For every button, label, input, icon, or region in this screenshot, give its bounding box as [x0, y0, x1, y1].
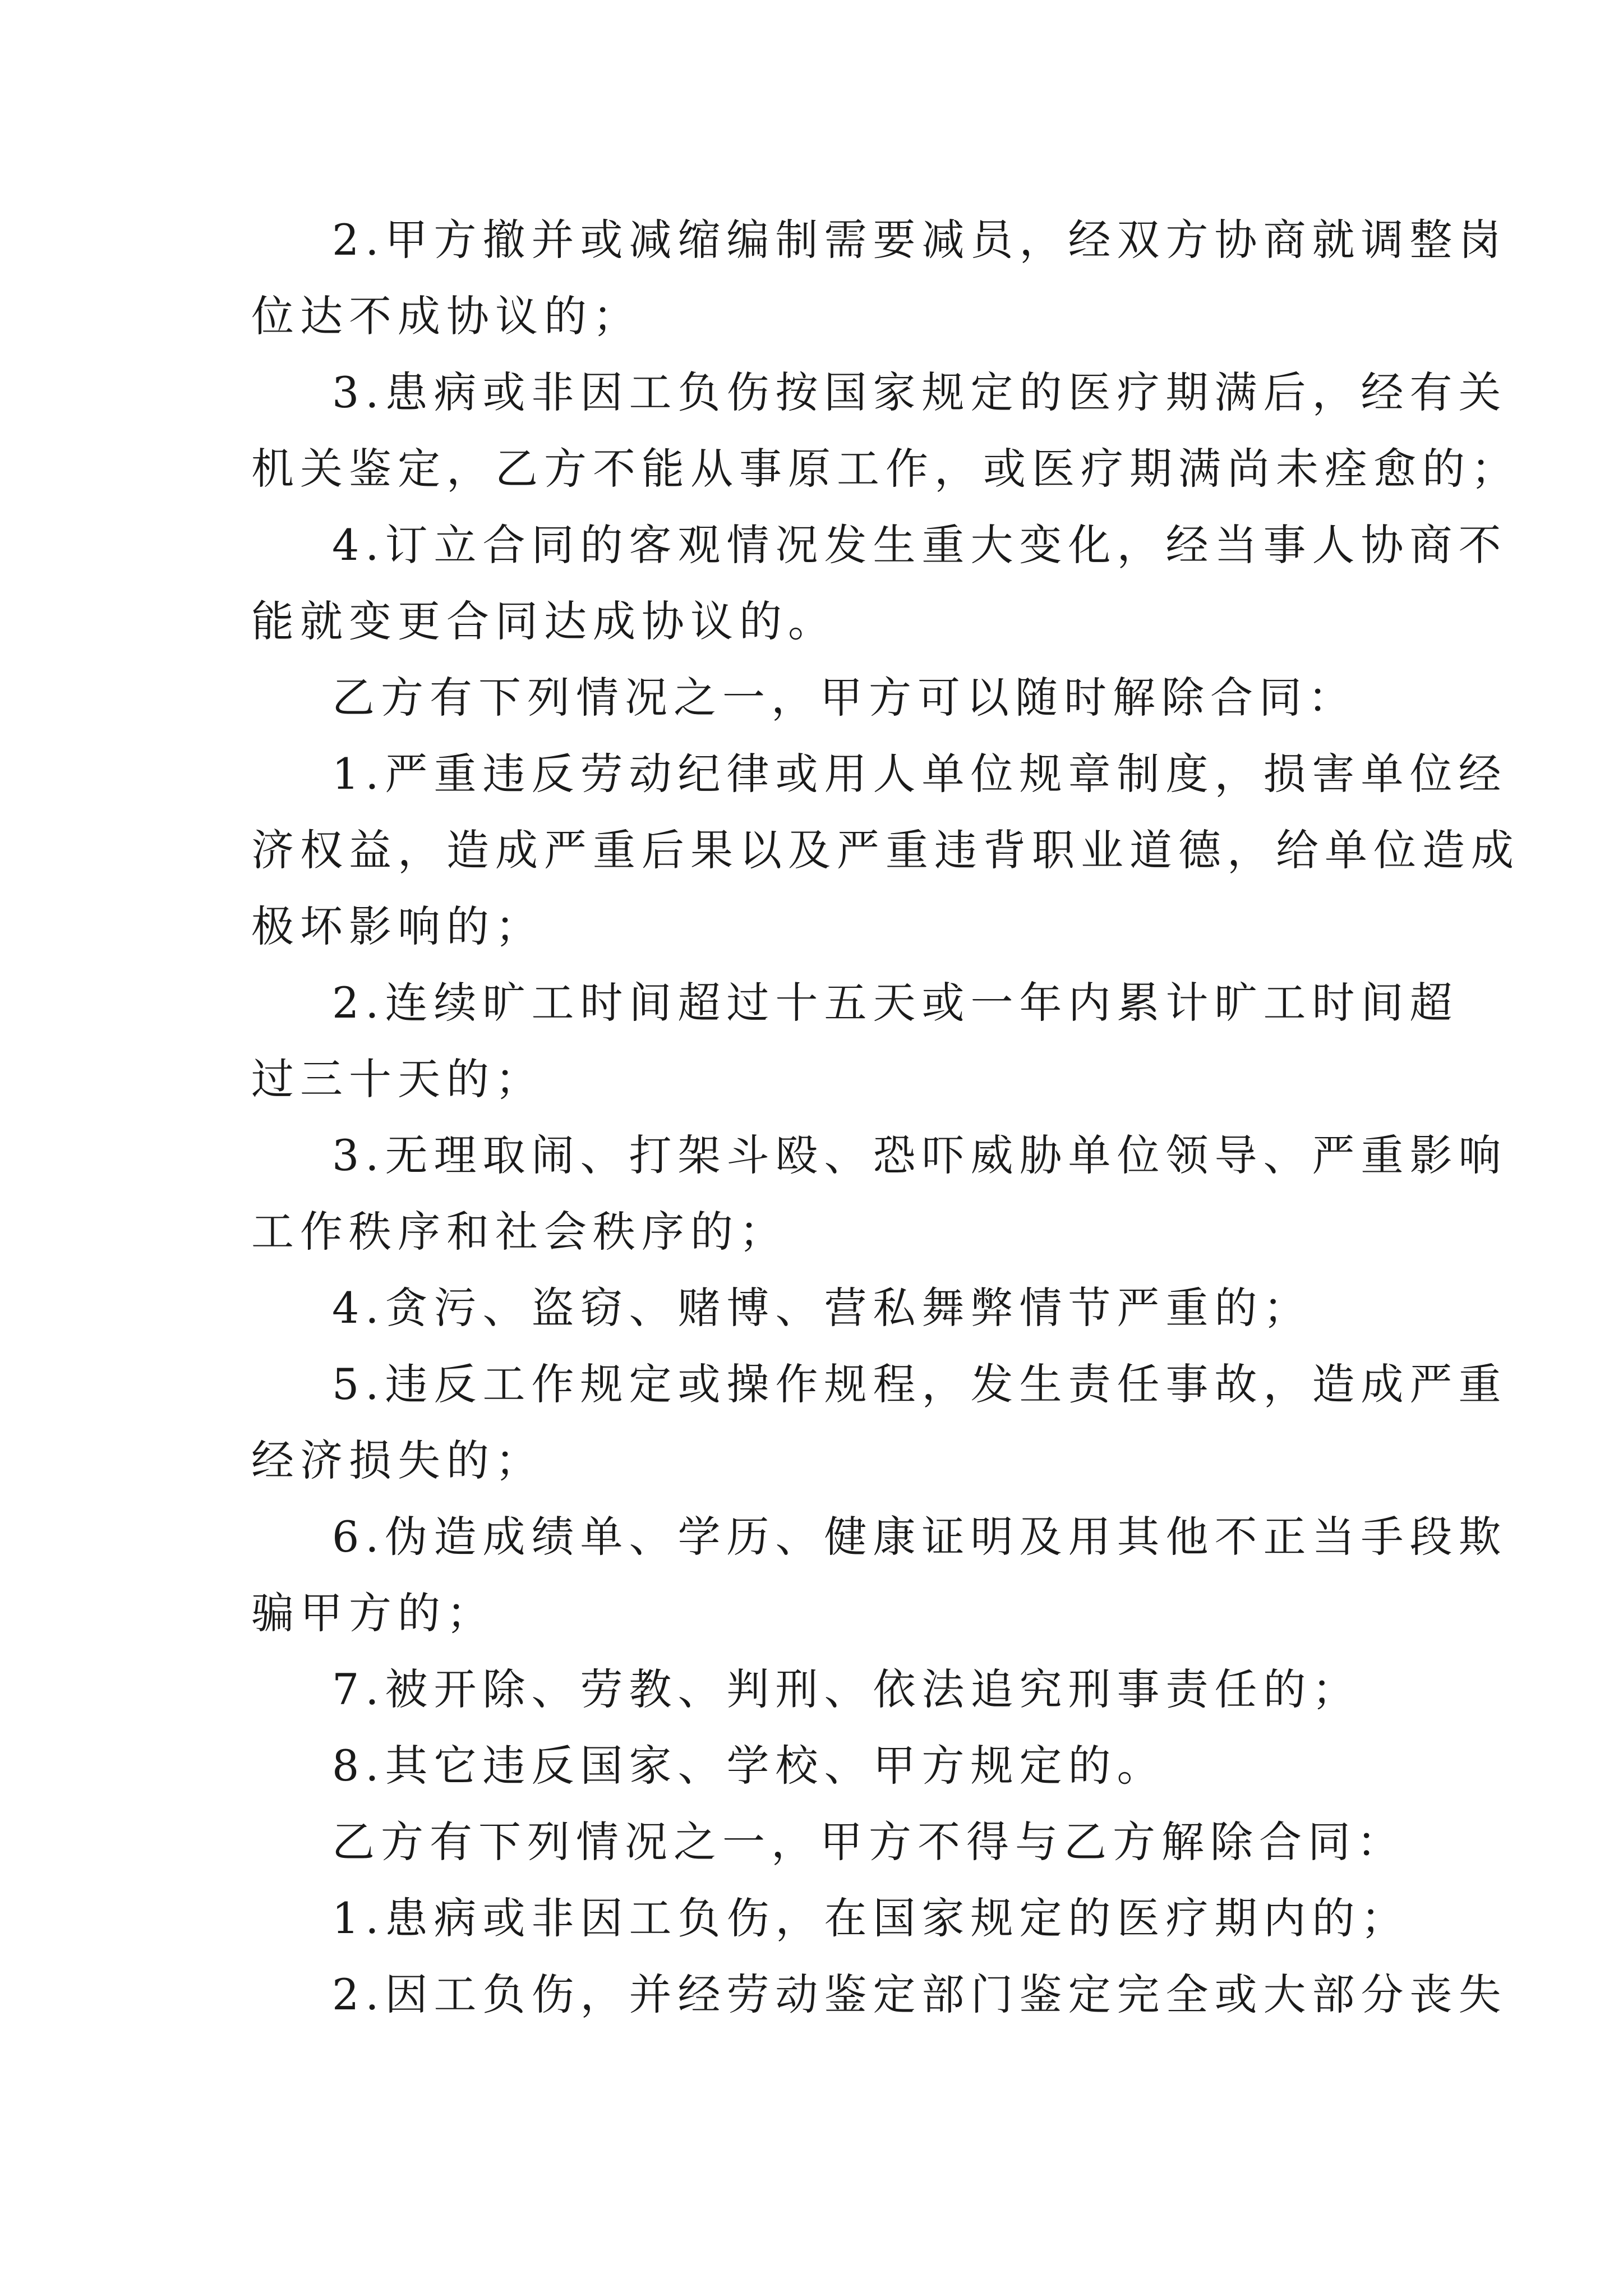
text-line: 经济损失的； [251, 1435, 544, 1485]
text-line: 2.甲方撤并或减缩编制需要减员，经双方协商就调整岗 [332, 215, 1507, 265]
text-line: 8.其它违反国家、学校、甲方规定的。 [332, 1741, 1166, 1791]
text-line: 2.连续旷工时间超过十五天或一年内累计旷工时间超 [332, 978, 1459, 1028]
text-line: 过三十天的； [251, 1054, 544, 1104]
text-line: 5.违反工作规定或操作规程，发生责任事故，造成严重 [332, 1359, 1507, 1409]
text-line: 能就变更合同达成协议的。 [251, 596, 837, 646]
text-line: 工作秩序和社会秩序的； [251, 1207, 788, 1257]
text-line: 济权益，造成严重后果以及严重违背职业道德，给单位造成 [251, 825, 1520, 875]
text-line: 3.无理取闹、打架斗殴、恐吓威胁单位领导、严重影响 [332, 1130, 1507, 1180]
text-line: 7.被开除、劳教、判刑、依法追究刑事责任的； [332, 1664, 1361, 1714]
text-line: 乙方有下列情况之一，甲方不得与乙方解除合同： [332, 1817, 1405, 1867]
text-line: 4.贪污、盗窃、赌博、营私舞弊情节严重的； [332, 1283, 1312, 1333]
text-line: 6.伪造成绩单、学历、健康证明及用其他不正当手段欺 [332, 1512, 1507, 1562]
text-line: 3.患病或非因工负伤按国家规定的医疗期满后，经有关 [332, 367, 1507, 417]
text-line: 位达不成协议的； [251, 291, 642, 341]
text-line: 4.订立合同的客观情况发生重大变化，经当事人协商不 [332, 520, 1507, 570]
text-line: 1.严重违反劳动纪律或用人单位规章制度，损害单位经 [332, 749, 1507, 799]
text-line: 2.因工负伤，并经劳动鉴定部门鉴定完全或大部分丧失 [332, 1970, 1507, 2019]
text-line: 骗甲方的； [251, 1588, 495, 1638]
text-line: 1.患病或非因工负伤，在国家规定的医疗期内的； [332, 1893, 1410, 1943]
text-line: 极坏影响的； [251, 901, 544, 951]
text-line: 乙方有下列情况之一，甲方可以随时解除合同： [332, 673, 1357, 723]
text-line: 机关鉴定，乙方不能从事原工作，或医疗期满尚未痊愈的； [251, 444, 1520, 494]
